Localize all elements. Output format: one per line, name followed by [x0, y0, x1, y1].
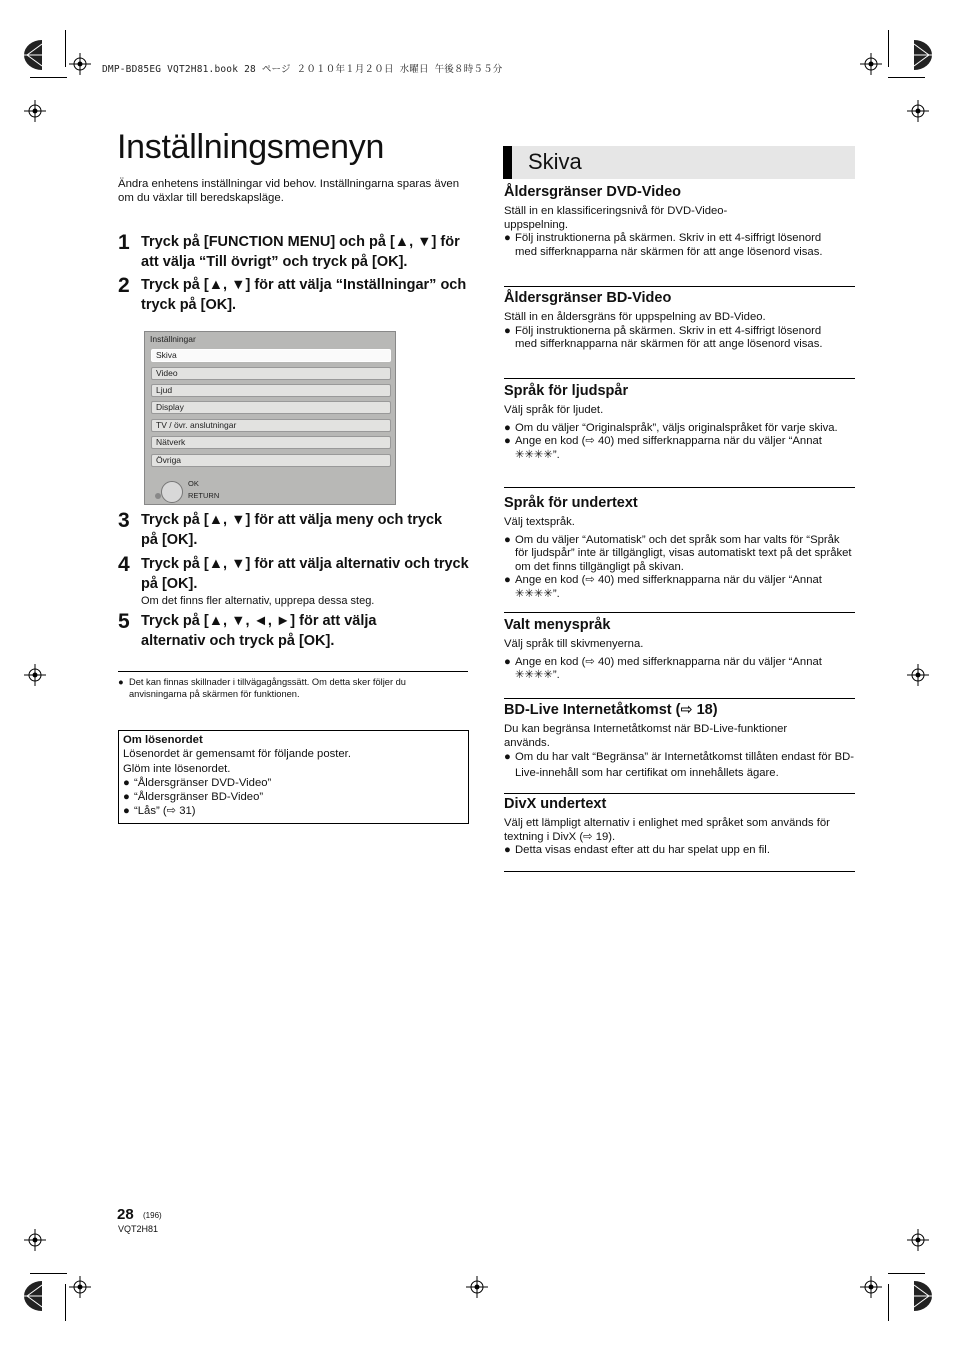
setting-description: Du kan begränsa Internetåtkomst när BD-Live-funktioner används. — [504, 723, 788, 749]
step-text: Tryck på [▲, ▼] för att välja “Inställningar” och tryck på [OK]. — [141, 277, 467, 313]
page-sub-number: (196) — [143, 1211, 162, 1220]
step-text: Tryck på [FUNCTION MENU] och på [▲, ▼] för att välja “Till övrigt” och tryck på [OK]. — [141, 234, 460, 270]
page-number: 28 — [117, 1206, 134, 1223]
menu-item-tv-connections[interactable]: TV / övr. anslutningar — [151, 419, 391, 432]
bullet-icon: ● — [504, 844, 511, 857]
bullet-icon: ● — [504, 655, 511, 668]
setting-heading: DivX undertext — [504, 796, 607, 812]
password-box-item: “Åldersgränser BD-Video” — [134, 791, 264, 804]
note-text: Det kan finnas skillnader i tillvägagångssätt. Om detta sker följer du anvisningarna på skärmen för funktionen. — [129, 677, 406, 700]
setting-heading: Åldersgränser DVD-Video — [504, 184, 682, 200]
setting-description: Ställ in en klassificeringsnivå för DVD-Video-uppspelning. — [504, 205, 728, 231]
bullet-icon: ● — [504, 435, 511, 448]
step-number: 2 — [118, 274, 130, 297]
trim-line — [888, 77, 925, 78]
setting-bullet: Ange en kod (⇨ 40) med sifferknapparna när du väljer “Annat ✳✳✳✳”. — [515, 655, 822, 682]
setting-block — [504, 702, 855, 781]
menu-item-display[interactable]: Display — [151, 401, 391, 414]
bullet-icon: ● — [504, 574, 511, 587]
registration-rosette-icon — [914, 1281, 932, 1311]
setting-heading: Åldersgränser BD-Video — [504, 290, 672, 306]
setting-description: Välj språk för ljudet. — [504, 404, 604, 416]
crosshair-icon — [907, 1229, 929, 1251]
setting-block — [504, 796, 855, 858]
setting-heading: Språk för ljudspår — [504, 383, 629, 399]
section-divider — [504, 378, 855, 379]
setting-bullet: Om du har valt “Begränsa” är Internetåtkomst tillåten endast för BD-Live-innehåll som har certifikat om innehållets ägare. — [515, 751, 855, 779]
setting-bullet: Om du väljer “Originalspråk”, väljs originalspråket för varje skiva. — [515, 421, 838, 434]
setting-description: Ställ in en åldersgräns för uppspelning av BD-Video. — [504, 311, 766, 323]
trim-line — [888, 1273, 925, 1274]
setting-bullet: Om du väljer “Automatisk” och det språk som har valts för “Språk för ljudspår” inte är tillgängligt, visas automatiskt text på det språket om det finns tillgängligt på skivan. — [515, 533, 852, 573]
crosshair-icon — [69, 1276, 91, 1298]
setting-description: Välj språk till skivmenyerna. — [504, 638, 644, 650]
setting-block — [504, 184, 855, 259]
bullet-icon: ● — [504, 751, 511, 764]
bullet-icon: ● — [504, 324, 511, 337]
setting-description: Välj textspråk. — [504, 516, 575, 528]
note — [118, 676, 463, 700]
registration-rosette-icon — [24, 40, 42, 70]
trim-line — [65, 1284, 66, 1321]
crosshair-icon — [907, 100, 929, 122]
note-divider — [118, 671, 468, 672]
setting-heading: Språk för undertext — [504, 495, 638, 511]
print-header: DMP-BD85EG VQT2H81.book 28 ページ ２０１０年１月２０日 水曜日 午後８時５５分 — [102, 64, 503, 75]
section-header — [503, 146, 855, 179]
step-number: 5 — [118, 610, 130, 633]
menu-item-skiva[interactable]: Skiva — [151, 349, 391, 362]
crosshair-icon — [24, 100, 46, 122]
setting-heading: Valt menyspråk — [504, 617, 611, 633]
step-number: 4 — [118, 553, 130, 576]
return-dot-icon — [155, 493, 161, 499]
password-box-item: “Lås” (⇨ 31) — [134, 805, 196, 818]
setting-block — [504, 383, 855, 462]
menu-item-video[interactable]: Video — [151, 367, 391, 380]
settings-menu-screenshot — [144, 331, 396, 505]
setting-heading: BD-Live Internetåtkomst (⇨ 18) — [504, 702, 718, 718]
step-text: Tryck på [▲, ▼, ◄, ►] för att välja alternativ och tryck på [OK]. — [141, 613, 377, 649]
section-divider — [504, 871, 855, 872]
trim-line — [65, 30, 66, 67]
step-number: 3 — [118, 509, 130, 532]
step-text: Tryck på [▲, ▼] för att välja meny och tryck på [OK]. — [141, 512, 443, 548]
password-box-line: Glöm inte lösenordet. — [123, 762, 231, 775]
menu-item-natverk[interactable]: Nätverk — [151, 436, 391, 449]
crosshair-icon — [860, 1276, 882, 1298]
setting-block — [504, 617, 855, 683]
menu-item-ovriga[interactable]: Övriga — [151, 454, 391, 467]
setting-bullet: Följ instruktionerna på skärmen. Skriv in ett 4-siffrigt lösenord med sifferknapparna när skärmen för att ange lösenord visas. — [515, 324, 823, 351]
setting-bullet: Ange en kod (⇨ 40) med sifferknapparna när du väljer “Annat ✳✳✳✳”. — [515, 435, 822, 461]
setting-bullet: Följ instruktionerna på skärmen. Skriv in ett 4-siffrigt lösenord med sifferknapparna när skärmen för att ange lösenord visas. — [515, 232, 823, 258]
bullet-icon: ● — [118, 677, 124, 687]
crosshair-icon — [24, 664, 46, 686]
section-divider — [504, 698, 855, 699]
section-title: Skiva — [528, 149, 582, 174]
dpad-icon — [161, 481, 183, 503]
setting-block — [504, 290, 855, 352]
section-divider — [504, 793, 855, 794]
setting-description: Välj ett lämpligt alternativ i enlighet med språket som används för textning i DivX (⇨ 19). — [504, 817, 830, 843]
menu-title: Inställningar — [150, 334, 196, 344]
bullet-icon: ● — [123, 791, 130, 804]
step-text: Tryck på [▲, ▼] för att välja alternativ och tryck på [OK]. — [141, 556, 469, 592]
crosshair-icon — [24, 1229, 46, 1251]
section-divider — [504, 286, 855, 287]
return-hint: RETURN — [188, 491, 220, 500]
password-box-item: “Åldersgränser DVD-Video” — [134, 776, 272, 789]
crosshair-icon — [69, 53, 91, 75]
model-code: VQT2H81 — [118, 1224, 159, 1234]
crosshair-icon — [860, 53, 882, 75]
section-bar — [503, 146, 512, 179]
menu-item-ljud[interactable]: Ljud — [151, 384, 391, 397]
ok-hint: OK — [188, 479, 199, 488]
trim-line — [30, 1273, 67, 1274]
registration-rosette-icon — [914, 40, 932, 70]
bullet-icon: ● — [123, 776, 130, 789]
password-box-line: Lösenordet är gemensamt för följande poster. — [123, 748, 351, 761]
crosshair-icon — [907, 664, 929, 686]
password-info-box — [118, 730, 469, 824]
intro-text: Ändra enhetens inställningar vid behov. Inställningarna sparas även om du växlar till beredskapsläge. — [118, 178, 460, 205]
bullet-icon: ● — [504, 232, 511, 245]
step-number: 1 — [118, 231, 130, 254]
section-divider — [504, 487, 855, 488]
password-box-title: Om lösenordet — [123, 734, 203, 746]
trim-line — [888, 30, 889, 67]
setting-bullet: Ange en kod (⇨ 40) med sifferknapparna när du väljer “Annat ✳✳✳✳”. — [515, 574, 822, 600]
trim-line — [30, 77, 67, 78]
setting-bullet: Detta visas endast efter att du har spelat upp en fil. — [515, 844, 770, 857]
setting-block — [504, 495, 855, 602]
bullet-icon: ● — [504, 421, 511, 434]
registration-rosette-icon — [24, 1281, 42, 1311]
bullet-icon: ● — [123, 805, 130, 818]
page-title: Inställningsmenyn — [117, 128, 385, 166]
step-subtext: Om det finns fler alternativ, upprepa dessa steg. — [141, 595, 375, 607]
trim-line — [888, 1284, 889, 1321]
section-divider — [504, 612, 855, 613]
crosshair-icon — [466, 1276, 488, 1298]
bullet-icon: ● — [504, 533, 511, 546]
